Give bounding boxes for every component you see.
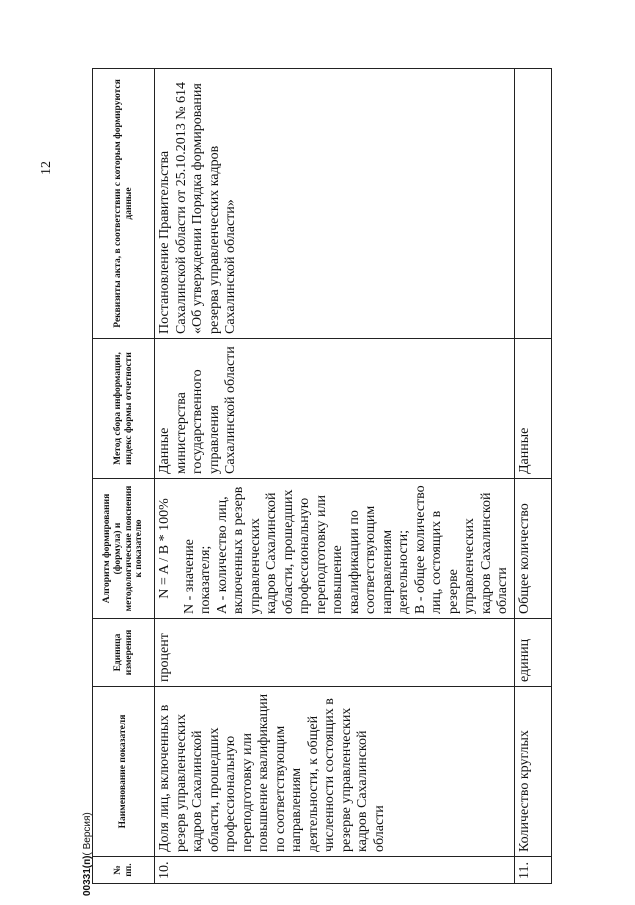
row-num: 10. — [155, 857, 515, 884]
row-algorithm-text: N - значение показателя; А - количество лиц, включенных в резерв управленческих кадров Сахалинской области, прошедших профессиональную переподготовку или повышение квалификации по соответствующим направлениям деятельности; В - общее количество лиц, состоящих в резерве управленческих кадров Сахалинской области — [181, 485, 511, 614]
header-method: Метод сбора информации, индекс формы отчетности — [93, 339, 155, 479]
document-version: ( Версия) — [82, 812, 93, 856]
page-number-text: 12 — [39, 161, 54, 175]
header-name: Наименование показателя — [93, 687, 155, 857]
document-code: 00331(п) — [82, 855, 93, 896]
header-algorithm: Алгоритм формирования (формула) и методологические пояснения к показателю — [93, 479, 155, 619]
page-number — [39, 161, 55, 175]
table-row — [155, 69, 515, 884]
header-num: № пп. — [93, 857, 155, 884]
row-formula: N = A / B * 100% — [157, 498, 172, 599]
row-method: Данные министерства государственного управления Сахалинской области — [155, 339, 515, 479]
row-num: 11. — [514, 857, 551, 884]
row-algorithm — [155, 479, 515, 619]
table-header-row — [93, 69, 155, 884]
header-unit: Единица измерения — [93, 619, 155, 687]
row-requisites — [514, 69, 551, 339]
row-name: Доля лиц, включенных в резерв управленческих кадров Сахалинской области, прошедших профессиональную переподготовку или повышение квалификации по соответствующим направлениям деятельности, к общей численности состоящих в резерве управленческих кадров Сахалинской области — [155, 687, 515, 857]
indicators-table — [92, 68, 552, 884]
table-row — [514, 69, 551, 884]
row-requisites: Постановление Правительства Сахалинской области от 25.10.2013 № 614 «Об утверждении Порядка формирования резерва управленческих кадров Сахалинской области» — [155, 69, 515, 339]
rotated-table-wrapper — [92, 69, 552, 884]
row-algorithm-text: Общее количество — [516, 503, 532, 614]
row-method: Данные — [514, 339, 551, 479]
document-footer — [82, 812, 93, 896]
row-name: Количество круглых — [514, 687, 551, 857]
header-requisites: Реквизиты акта, в соответствии с которым формируются данные — [93, 69, 155, 339]
row-unit: единиц — [514, 619, 551, 687]
row-unit: процент — [155, 619, 515, 687]
row-algorithm — [514, 479, 551, 619]
